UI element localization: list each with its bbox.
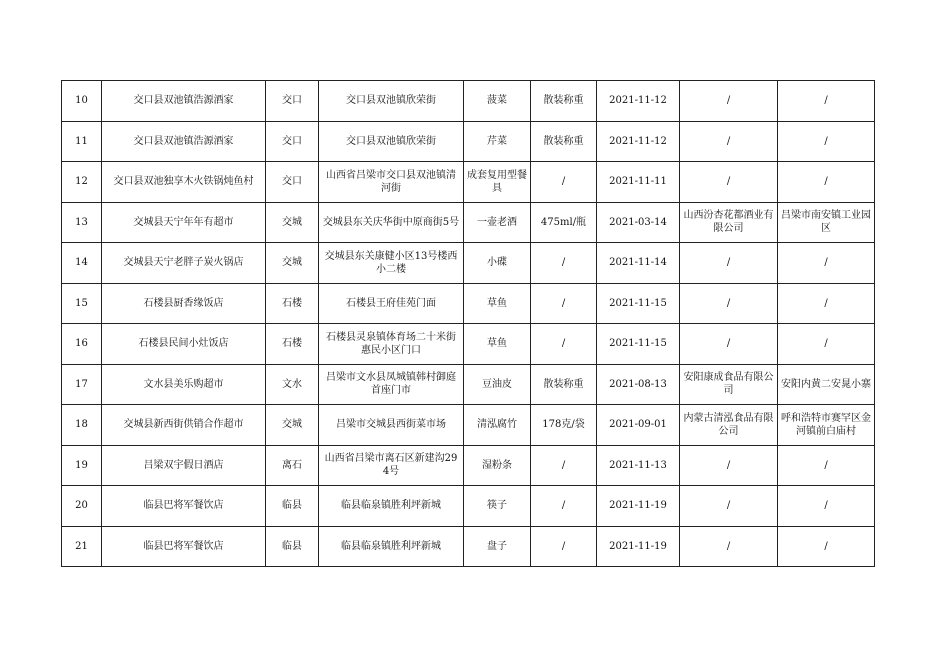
row-number-cell: 13: [62, 202, 102, 243]
manufacturer-cell: /: [680, 283, 778, 324]
district-cell: 交城: [266, 405, 319, 446]
row-number-cell: 11: [62, 121, 102, 162]
row-number-cell: 14: [62, 243, 102, 284]
address-cell: 临县临泉镇胜利坪新城: [319, 526, 464, 567]
manufacturer-address-cell: /: [778, 162, 875, 203]
specification-cell: /: [531, 486, 597, 527]
manufacturer-address-cell: /: [778, 486, 875, 527]
product-name-cell: 一壶老酒: [464, 202, 531, 243]
address-cell: 交口县双池镇欣荣街: [319, 81, 464, 122]
business-name-cell: 交口县双池独享木火铁锅炖鱼村: [102, 162, 266, 203]
sampling-records-table: [61, 80, 875, 567]
district-cell: 文水: [266, 364, 319, 405]
specification-cell: /: [531, 324, 597, 365]
business-name-cell: 临县巴将军餐饮店: [102, 486, 266, 527]
district-cell: 临县: [266, 486, 319, 527]
product-name-cell: 湿粉条: [464, 445, 531, 486]
specification-cell: /: [531, 445, 597, 486]
address-cell: 石楼县王府佳苑门面: [319, 283, 464, 324]
specification-cell: /: [531, 526, 597, 567]
production-date-cell: 2021-09-01: [597, 405, 680, 446]
row-number-cell: 20: [62, 486, 102, 527]
table-row: [62, 283, 875, 324]
production-date-cell: 2021-11-15: [597, 324, 680, 365]
business-name-cell: 交城县天宁年年有超市: [102, 202, 266, 243]
table-row: [62, 364, 875, 405]
product-name-cell: 豆油皮: [464, 364, 531, 405]
row-number-cell: 16: [62, 324, 102, 365]
row-number-cell: 15: [62, 283, 102, 324]
manufacturer-cell: /: [680, 243, 778, 284]
manufacturer-cell: /: [680, 324, 778, 365]
manufacturer-address-cell: /: [778, 121, 875, 162]
row-number-cell: 18: [62, 405, 102, 446]
table-row: [62, 162, 875, 203]
manufacturer-address-cell: /: [778, 283, 875, 324]
manufacturer-cell: 安阳康成食品有限公司: [680, 364, 778, 405]
row-number-cell: 12: [62, 162, 102, 203]
product-name-cell: 成套复用型餐具: [464, 162, 531, 203]
production-date-cell: 2021-11-11: [597, 162, 680, 203]
specification-cell: 475ml/瓶: [531, 202, 597, 243]
address-cell: 吕梁市交城县西街菜市场: [319, 405, 464, 446]
specification-cell: 散装称重: [531, 364, 597, 405]
specification-cell: /: [531, 162, 597, 203]
production-date-cell: 2021-11-12: [597, 81, 680, 122]
table-row: [62, 405, 875, 446]
product-name-cell: 筷子: [464, 486, 531, 527]
production-date-cell: 2021-11-12: [597, 121, 680, 162]
row-number-cell: 17: [62, 364, 102, 405]
table-row: [62, 526, 875, 567]
address-cell: 临县临泉镇胜利坪新城: [319, 486, 464, 527]
manufacturer-address-cell: 安阳内黄二安晁小寨: [778, 364, 875, 405]
specification-cell: /: [531, 243, 597, 284]
business-name-cell: 临县巴将军餐饮店: [102, 526, 266, 567]
product-name-cell: 草鱼: [464, 324, 531, 365]
table-row: [62, 81, 875, 122]
district-cell: 石楼: [266, 324, 319, 365]
business-name-cell: 石楼县厨香缘饭店: [102, 283, 266, 324]
business-name-cell: 交口县双池镇浩源酒家: [102, 121, 266, 162]
manufacturer-cell: /: [680, 121, 778, 162]
product-name-cell: 小碟: [464, 243, 531, 284]
business-name-cell: 文水县美乐购超市: [102, 364, 266, 405]
district-cell: 交口: [266, 81, 319, 122]
table-row: [62, 121, 875, 162]
business-name-cell: 交口县双池镇浩源酒家: [102, 81, 266, 122]
manufacturer-address-cell: /: [778, 526, 875, 567]
product-name-cell: 菠菜: [464, 81, 531, 122]
business-name-cell: 交城县新西街供销合作超市: [102, 405, 266, 446]
manufacturer-cell: /: [680, 486, 778, 527]
district-cell: 交口: [266, 121, 319, 162]
product-name-cell: 清泓腐竹: [464, 405, 531, 446]
manufacturer-address-cell: /: [778, 243, 875, 284]
production-date-cell: 2021-11-19: [597, 486, 680, 527]
manufacturer-cell: 山西汾杏花都酒业有限公司: [680, 202, 778, 243]
manufacturer-address-cell: /: [778, 81, 875, 122]
address-cell: 吕梁市文水县凤城镇韩村御庭首座门市: [319, 364, 464, 405]
address-cell: 交城县东关康健小区13号楼西小二楼: [319, 243, 464, 284]
row-number-cell: 10: [62, 81, 102, 122]
manufacturer-address-cell: /: [778, 445, 875, 486]
district-cell: 交口: [266, 162, 319, 203]
business-name-cell: 石楼县民间小灶饭店: [102, 324, 266, 365]
manufacturer-address-cell: /: [778, 324, 875, 365]
district-cell: 交城: [266, 243, 319, 284]
production-date-cell: 2021-11-13: [597, 445, 680, 486]
specification-cell: 178克/袋: [531, 405, 597, 446]
table-body: [62, 81, 875, 567]
district-cell: 离石: [266, 445, 319, 486]
table-row: [62, 324, 875, 365]
production-date-cell: 2021-03-14: [597, 202, 680, 243]
table-row: [62, 445, 875, 486]
row-number-cell: 19: [62, 445, 102, 486]
manufacturer-address-cell: 吕梁市南安镇工业园区: [778, 202, 875, 243]
specification-cell: 散装称重: [531, 121, 597, 162]
row-number-cell: 21: [62, 526, 102, 567]
production-date-cell: 2021-08-13: [597, 364, 680, 405]
manufacturer-cell: /: [680, 526, 778, 567]
production-date-cell: 2021-11-15: [597, 283, 680, 324]
manufacturer-cell: 内蒙古清泓食品有限公司: [680, 405, 778, 446]
address-cell: 交城县东关庆华街中原商街5号: [319, 202, 464, 243]
district-cell: 石楼: [266, 283, 319, 324]
district-cell: 交城: [266, 202, 319, 243]
production-date-cell: 2021-11-19: [597, 526, 680, 567]
table-row: [62, 202, 875, 243]
manufacturer-cell: /: [680, 162, 778, 203]
product-name-cell: 草鱼: [464, 283, 531, 324]
table-row: [62, 486, 875, 527]
district-cell: 临县: [266, 526, 319, 567]
specification-cell: /: [531, 283, 597, 324]
business-name-cell: 交城县天宁老胖子炭火锅店: [102, 243, 266, 284]
product-name-cell: 盘子: [464, 526, 531, 567]
address-cell: 山西省吕梁市离石区新建沟294号: [319, 445, 464, 486]
address-cell: 交口县双池镇欣荣街: [319, 121, 464, 162]
manufacturer-cell: /: [680, 81, 778, 122]
manufacturer-address-cell: 呼和浩特市赛罕区金河镇前白庙村: [778, 405, 875, 446]
address-cell: 石楼县灵泉镇体育场二十米街惠民小区门口: [319, 324, 464, 365]
manufacturer-cell: /: [680, 445, 778, 486]
address-cell: 山西省吕梁市交口县双池镇清河街: [319, 162, 464, 203]
table-row: [62, 243, 875, 284]
production-date-cell: 2021-11-14: [597, 243, 680, 284]
specification-cell: 散装称重: [531, 81, 597, 122]
product-name-cell: 芹菜: [464, 121, 531, 162]
business-name-cell: 吕梁双宇假日酒店: [102, 445, 266, 486]
